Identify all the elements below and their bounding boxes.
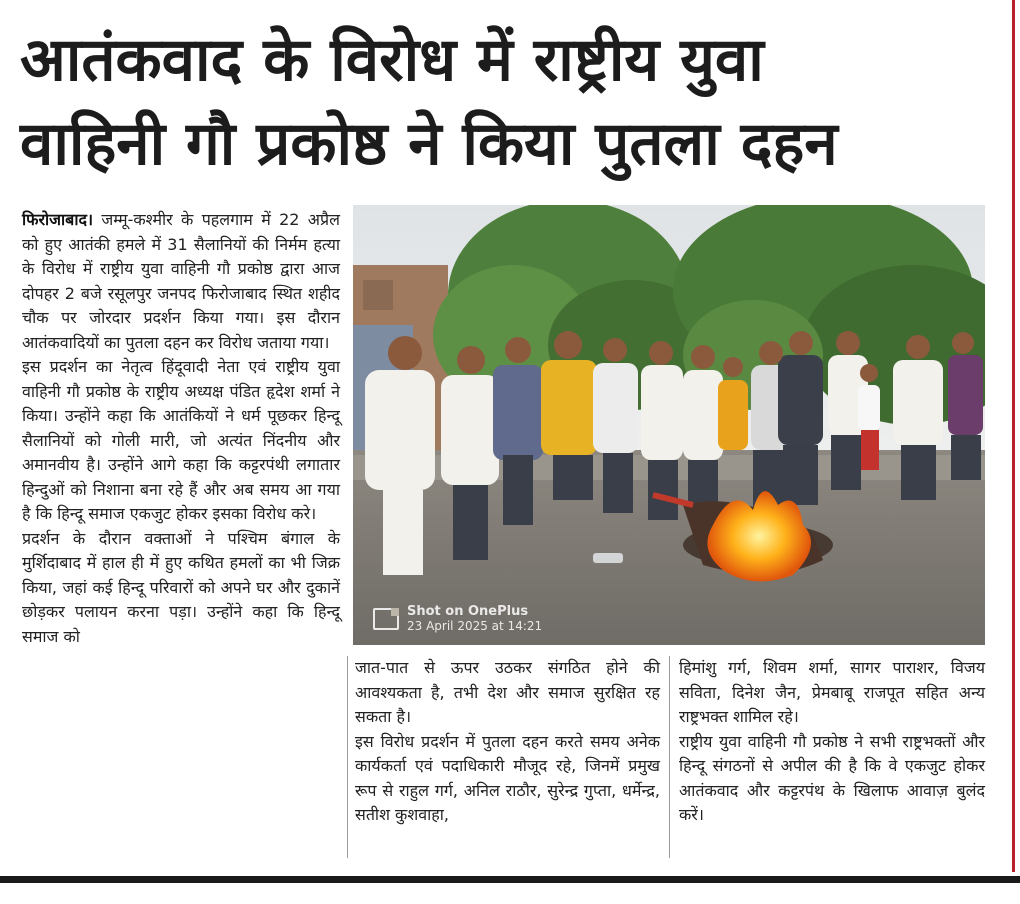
column-divider-2: [669, 656, 670, 858]
dateline: फिरोजाबाद।: [22, 210, 94, 229]
article-column-2: [355, 656, 660, 828]
article-column-1: [22, 208, 340, 649]
headline: [20, 18, 1000, 186]
bottom-border-rule: [0, 876, 1020, 883]
paragraph-7: राष्ट्रीय युवा वाहिनी गौ प्रकोष्ठ ने सभी राष्ट्रभक्तों और हिन्दू संगठनों से अपील की है कि वे एकजुट होकर आतंकवाद और कट्टरपंथ के खिलाफ आवाज़ बुलंद करें।: [679, 731, 985, 824]
protest-photo-illustration: [353, 205, 985, 645]
paragraph-3: प्रदर्शन के दौरान वक्ताओं ने पश्चिम बंगाल के मुर्शिदाबाद में हाल ही में हुए कथित हमलों का भी जिक्र किया, जहां कई हिन्दू परिवारों को अपने घर और दुकानें छोड़कर पलायन करना पड़ा। उन्होंने कहा कि हिन्दू समाज को: [22, 528, 340, 646]
paragraph-4: जात-पात से ऊपर उठकर संगठित होने की आवश्यकता है, तभी देश और समाज सुरक्षित रह सकता है।: [355, 658, 660, 726]
paragraph-6: हिमांशु गर्ग, शिवम शर्मा, सागर पाराशर, विजय सविता, दिनेश जैन, प्रेमबाबू राजपूत सहित अन्य राष्ट्रभक्त शामिल रहे।: [679, 658, 985, 726]
paragraph-5: इस विरोध प्रदर्शन में पुतला दहन करते समय अनेक कार्यकर्ता एवं पदाधिकारी मौजूद रहे, जिनमें प्रमुख रूप से राहुल गर्ग, अनिल राठौर, सुरेन्द्र गुप्ता, धर्मेन्द्र, सतीश कुशवाहा,: [355, 731, 660, 824]
article-column-3: [679, 656, 985, 828]
paragraph-1: [22, 208, 340, 355]
protest-photo: [353, 205, 985, 645]
camera-watermark: [373, 604, 542, 633]
right-margin-rule: [1012, 0, 1015, 872]
watermark-date: 23 April 2025 at 14:21: [407, 619, 543, 633]
paragraph-1-text: जम्मू-कश्मीर के पहलगाम में 22 अप्रैल को हुए आतंकी हमले में 31 सैलानियों की निर्मम हत्या के विरोध में राष्ट्रीय युवा वाहिनी गौ प्रकोष्ठ द्वारा आज दोपहर 2 बजे रसूलपुर जनपद फिरोजाबाद स्थित शहीद चौक पर जोरदार प्रदर्शन किया गया। इस दौरान आतंकवादियों का पुतला दहन कर विरोध जताया गया।: [22, 210, 340, 352]
oneplus-logo-icon: [373, 608, 399, 630]
paragraph-2: इस प्रदर्शन का नेतृत्व हिंदूवादी नेता एवं राष्ट्रीय युवा वाहिनी गौ प्रकोष्ठ के राष्ट्रीय अध्यक्ष पंडित हृदेश शर्मा ने किया। उन्होंने कहा कि आतंकियों ने धर्म पूछकर हिन्दू सैलानियों को गोली मारी, जो अत्यंत निंदनीय और अमानवीय है। उन्होंने आगे कहा कि कट्टरपंथी लगातार हिन्दुओं को निशाना बना रहे हैं और अब समय आ गया है कि हिन्दू समाज एकजुट होकर इसका विरोध करे।: [22, 357, 340, 523]
headline-line-1: आतंकवाद के विरोध में राष्ट्रीय युवा: [20, 25, 764, 95]
headline-line-2: वाहिनी गौ प्रकोष्ठ ने किया पुतला दहन: [20, 109, 838, 179]
column-divider-1: [347, 656, 348, 858]
watermark-title: Shot on OnePlus: [407, 604, 529, 619]
